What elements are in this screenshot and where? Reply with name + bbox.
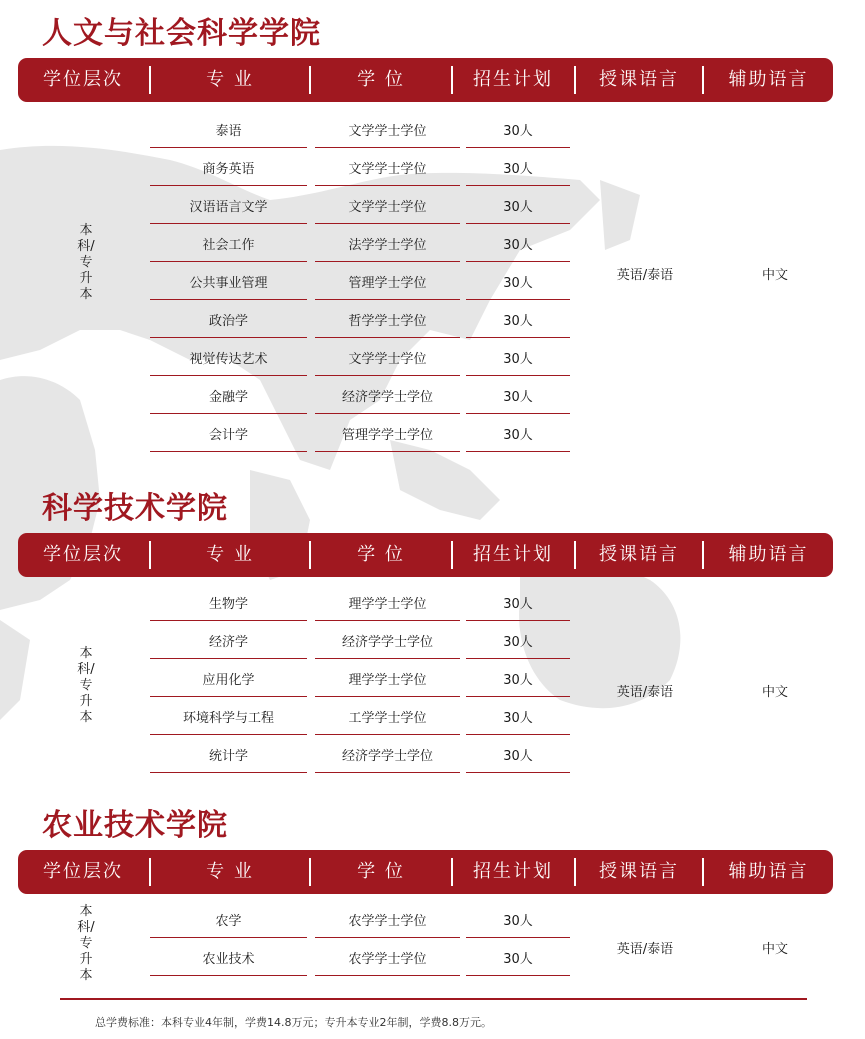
degree-cell: 管理学学士学位 (315, 420, 460, 452)
header-degree: 学 位 (357, 861, 405, 882)
header-major: 专 业 (206, 544, 254, 565)
auxiliary-language: 中文 (761, 268, 788, 283)
auxiliary-language: 中文 (761, 685, 788, 700)
major-cell: 社会工作 (150, 230, 307, 262)
degree-cell: 文学学士学位 (315, 116, 460, 148)
header-auxiliary-language: 辅助语言 (728, 69, 809, 90)
degree-cell: 农学学士学位 (315, 906, 460, 938)
degree-cell: 经济学学士学位 (315, 741, 460, 773)
major-cell: 泰语 (150, 116, 307, 148)
major-cell: 会计学 (150, 420, 307, 452)
header-plan: 招生计划 (473, 69, 553, 90)
degree-cell: 农学学士学位 (315, 944, 460, 976)
plan-cell: 30人 (466, 230, 570, 262)
major-cell: 公共事业管理 (150, 268, 307, 300)
degree-cell: 法学学士学位 (315, 230, 460, 262)
table-header (18, 58, 833, 102)
teaching-language: 英语/泰语 (616, 685, 674, 700)
table-row (0, 154, 865, 192)
plan-cell: 30人 (466, 382, 570, 414)
degree-cell: 管理学士学位 (315, 268, 460, 300)
header-plan: 招生计划 (473, 861, 553, 882)
plan-cell: 30人 (466, 344, 570, 376)
major-cell: 金融学 (150, 382, 307, 414)
major-cell: 视觉传达艺术 (150, 344, 307, 376)
degree-level: 本科/专升本 (77, 223, 95, 302)
header-level: 学位层次 (43, 544, 123, 565)
major-cell: 应用化学 (150, 665, 307, 697)
header-auxiliary-language: 辅助语言 (728, 544, 809, 565)
plan-cell: 30人 (466, 665, 570, 697)
degree-level: 本科/专升本 (77, 646, 95, 725)
header-plan: 招生计划 (473, 544, 553, 565)
table-row (0, 230, 865, 268)
degree-cell: 工学学士学位 (315, 703, 460, 735)
major-cell: 统计学 (150, 741, 307, 773)
plan-cell: 30人 (466, 627, 570, 659)
table-row (0, 627, 865, 665)
degree-cell: 文学学士学位 (315, 154, 460, 186)
plan-cell: 30人 (466, 116, 570, 148)
header-level: 学位层次 (43, 861, 123, 882)
major-cell: 农学 (150, 906, 307, 938)
degree-cell: 哲学学士学位 (315, 306, 460, 338)
header-major: 专 业 (206, 861, 254, 882)
header-level: 学位层次 (43, 69, 123, 90)
major-cell: 汉语语言文学 (150, 192, 307, 224)
plan-cell: 30人 (466, 944, 570, 976)
major-cell: 环境科学与工程 (150, 703, 307, 735)
plan-cell: 30人 (466, 703, 570, 735)
section-title: 农业技术学院 (42, 808, 228, 843)
table-row (0, 589, 865, 627)
table-row (0, 192, 865, 230)
degree-cell: 理学学士学位 (315, 589, 460, 621)
header-degree: 学 位 (357, 544, 405, 565)
plan-cell: 30人 (466, 589, 570, 621)
auxiliary-language: 中文 (761, 942, 788, 957)
plan-cell: 30人 (466, 420, 570, 452)
table-row (0, 306, 865, 344)
plan-cell: 30人 (466, 192, 570, 224)
plan-cell: 30人 (466, 306, 570, 338)
table-row (0, 116, 865, 154)
major-cell: 商务英语 (150, 154, 307, 186)
teaching-language: 英语/泰语 (616, 268, 674, 283)
table-row (0, 344, 865, 382)
degree-cell: 经济学学士学位 (315, 382, 460, 414)
table-row (0, 382, 865, 420)
header-teaching-language: 授课语言 (599, 861, 679, 882)
header-teaching-language: 授课语言 (599, 544, 679, 565)
table-row (0, 703, 865, 741)
major-cell: 经济学 (150, 627, 307, 659)
header-auxiliary-language: 辅助语言 (728, 861, 809, 882)
degree-cell: 文学学士学位 (315, 344, 460, 376)
teaching-language: 英语/泰语 (616, 942, 674, 957)
table-header (18, 850, 833, 894)
header-degree: 学 位 (357, 69, 405, 90)
major-cell: 政治学 (150, 306, 307, 338)
header-teaching-language: 授课语言 (599, 69, 679, 90)
plan-cell: 30人 (466, 268, 570, 300)
header-major: 专 业 (206, 69, 254, 90)
footer-divider (60, 998, 807, 1000)
degree-cell: 文学学士学位 (315, 192, 460, 224)
degree-cell: 经济学学士学位 (315, 627, 460, 659)
major-cell: 生物学 (150, 589, 307, 621)
section-title: 人文与社会科学学院 (42, 16, 321, 51)
plan-cell: 30人 (466, 906, 570, 938)
plan-cell: 30人 (466, 154, 570, 186)
section-title: 科学技术学院 (42, 491, 228, 526)
table-header (18, 533, 833, 577)
degree-level: 本科/专升本 (77, 904, 95, 983)
degree-cell: 理学学士学位 (315, 665, 460, 697)
table-row (0, 741, 865, 779)
plan-cell: 30人 (466, 741, 570, 773)
table-row (0, 420, 865, 458)
major-cell: 农业技术 (150, 944, 307, 976)
tuition-note: 总学费标准：本科专业4年制，学费14.8万元；专升本专业2年制，学费8.8万元。 (95, 1016, 492, 1029)
